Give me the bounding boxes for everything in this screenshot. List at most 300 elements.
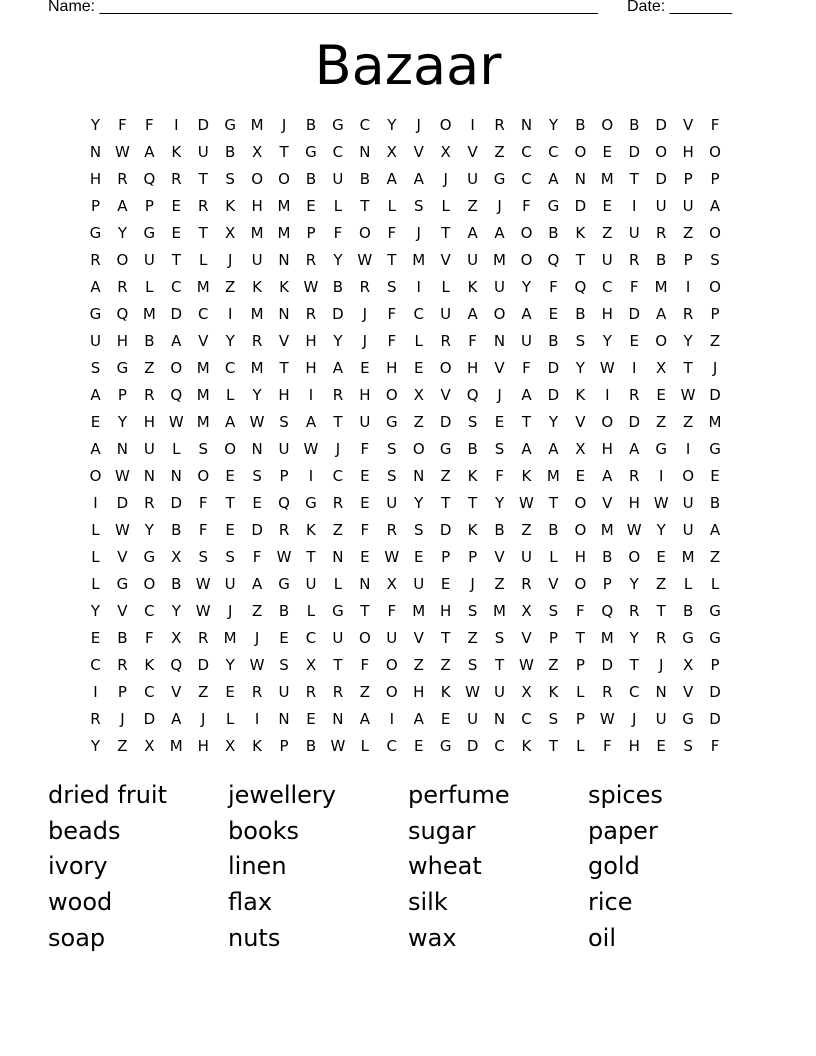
grid-letter[interactable]: O (116, 251, 129, 269)
grid-letter[interactable]: K (521, 737, 532, 755)
grid-letter[interactable]: J (632, 710, 637, 728)
grid-letter[interactable]: I (174, 116, 179, 134)
grid-letter[interactable]: L (549, 548, 558, 566)
grid-letter[interactable]: D (466, 737, 479, 755)
grid-letter[interactable]: E (306, 197, 316, 215)
grid-letter[interactable]: R (359, 278, 371, 296)
grid-letter[interactable]: C (144, 602, 155, 620)
grid-letter[interactable]: I (254, 710, 260, 728)
grid-letter[interactable]: F (387, 305, 397, 323)
grid-letter[interactable]: A (251, 575, 263, 593)
grid-letter[interactable]: O (520, 251, 533, 269)
grid-letter[interactable]: Y (494, 494, 505, 512)
grid-letter[interactable]: F (629, 278, 639, 296)
grid-letter[interactable]: R (655, 629, 667, 647)
grid-letter[interactable]: S (225, 170, 235, 188)
grid-letter[interactable]: R (90, 251, 101, 269)
grid-letter[interactable]: D (601, 656, 614, 674)
grid-letter[interactable]: G (278, 575, 290, 593)
grid-letter[interactable]: Y (656, 521, 666, 539)
grid-letter[interactable]: M (681, 548, 695, 566)
grid-letter[interactable]: C (521, 710, 532, 728)
grid-letter[interactable]: B (575, 116, 586, 134)
grid-letter[interactable]: O (601, 116, 614, 134)
grid-letter[interactable]: I (632, 359, 637, 377)
grid-letter[interactable]: R (90, 710, 101, 728)
grid-letter[interactable]: T (360, 197, 370, 215)
grid-letter[interactable]: E (440, 575, 451, 593)
grid-letter[interactable]: E (306, 710, 316, 728)
grid-letter[interactable]: I (308, 467, 314, 485)
grid-letter[interactable]: U (332, 170, 344, 188)
grid-letter[interactable]: R (629, 251, 640, 269)
grid-letter[interactable]: L (91, 521, 100, 539)
grid-letter[interactable]: F (549, 278, 558, 296)
grid-letter[interactable]: P (117, 386, 127, 404)
grid-letter[interactable]: Z (709, 332, 721, 350)
grid-letter[interactable]: A (548, 440, 559, 458)
grid-letter[interactable]: W (519, 494, 534, 512)
grid-letter[interactable]: G (89, 305, 102, 323)
grid-letter[interactable]: S (494, 629, 505, 647)
grid-letter[interactable]: C (171, 278, 182, 296)
grid-letter[interactable]: E (252, 494, 262, 512)
grid-letter[interactable]: C (359, 116, 371, 134)
grid-letter[interactable]: Z (467, 197, 478, 215)
grid-letter[interactable]: N (251, 440, 263, 458)
grid-letter[interactable]: B (359, 170, 370, 188)
grid-letter[interactable]: N (359, 575, 371, 593)
grid-letter[interactable]: B (305, 737, 317, 755)
grid-letter[interactable]: B (682, 602, 694, 620)
grid-letter[interactable]: E (360, 467, 370, 485)
grid-letter[interactable]: A (117, 197, 128, 215)
grid-letter[interactable]: Y (225, 656, 235, 674)
grid-letter[interactable]: O (170, 359, 183, 377)
grid-letter[interactable]: M (250, 116, 264, 134)
grid-letter[interactable]: X (251, 143, 263, 161)
grid-letter[interactable]: O (709, 143, 721, 161)
grid-letter[interactable]: D (655, 116, 667, 134)
grid-letter[interactable]: Q (170, 656, 183, 674)
grid-letter[interactable]: A (521, 386, 532, 404)
grid-letter[interactable]: P (710, 656, 720, 674)
grid-letter[interactable]: B (225, 143, 236, 161)
grid-letter[interactable]: U (143, 440, 155, 458)
grid-letter[interactable]: P (683, 170, 693, 188)
grid-letter[interactable]: O (143, 575, 156, 593)
grid-letter[interactable]: H (197, 737, 209, 755)
grid-letter[interactable]: R (144, 494, 155, 512)
grid-letter[interactable]: O (520, 224, 533, 242)
grid-letter[interactable]: O (89, 467, 102, 485)
grid-letter[interactable]: Y (333, 332, 343, 350)
grid-letter[interactable]: T (629, 170, 639, 188)
grid-letter[interactable]: D (143, 710, 156, 728)
grid-letter[interactable]: G (709, 440, 721, 458)
grid-letter[interactable]: C (548, 143, 559, 161)
grid-letter[interactable]: M (142, 305, 156, 323)
grid-letter[interactable]: F (360, 440, 370, 458)
grid-letter[interactable]: E (413, 359, 424, 377)
grid-letter[interactable]: W (599, 359, 615, 377)
grid-letter[interactable]: U (413, 575, 425, 593)
grid-letter[interactable]: M (600, 629, 614, 647)
grid-letter[interactable]: F (602, 737, 612, 755)
grid-letter[interactable]: H (628, 494, 640, 512)
grid-letter[interactable]: O (574, 575, 587, 593)
grid-letter[interactable]: A (90, 386, 101, 404)
grid-letter[interactable]: K (279, 278, 289, 296)
grid-letter[interactable]: U (494, 683, 506, 701)
grid-letter[interactable]: L (145, 278, 154, 296)
grid-letter[interactable]: V (440, 251, 451, 269)
grid-letter[interactable]: L (172, 440, 181, 458)
grid-letter[interactable]: W (114, 521, 130, 539)
grid-letter[interactable]: V (682, 116, 694, 134)
grid-letter[interactable]: T (333, 413, 343, 431)
grid-letter[interactable]: K (467, 467, 478, 485)
grid-letter[interactable]: N (493, 332, 506, 350)
grid-letter[interactable]: S (387, 467, 397, 485)
grid-letter[interactable]: S (198, 440, 208, 458)
grid-letter[interactable]: F (387, 602, 397, 620)
grid-letter[interactable]: O (385, 683, 398, 701)
grid-letter[interactable]: E (360, 494, 370, 512)
grid-letter[interactable]: W (465, 683, 481, 701)
grid-letter[interactable]: U (440, 305, 452, 323)
grid-letter[interactable]: U (305, 575, 317, 593)
grid-letter[interactable]: P (279, 467, 289, 485)
grid-letter[interactable]: T (171, 251, 181, 269)
grid-letter[interactable]: D (197, 656, 209, 674)
grid-letter[interactable]: O (709, 224, 721, 242)
grid-letter[interactable]: R (198, 629, 209, 647)
grid-letter[interactable]: H (89, 170, 102, 188)
grid-letter[interactable]: C (494, 737, 505, 755)
grid-letter[interactable]: H (574, 548, 586, 566)
grid-letter[interactable]: E (656, 737, 666, 755)
grid-letter[interactable]: C (602, 278, 613, 296)
grid-letter[interactable]: F (522, 197, 531, 215)
grid-letter[interactable]: I (685, 440, 691, 458)
grid-letter[interactable]: B (171, 521, 182, 539)
grid-letter[interactable]: A (548, 170, 559, 188)
grid-letter[interactable]: R (251, 683, 263, 701)
grid-letter[interactable]: W (276, 548, 292, 566)
grid-letter[interactable]: F (468, 332, 477, 350)
grid-letter[interactable]: G (332, 602, 344, 620)
grid-letter[interactable]: K (252, 737, 263, 755)
grid-letter[interactable]: W (168, 413, 184, 431)
grid-letter[interactable]: O (358, 224, 371, 242)
grid-letter[interactable]: H (601, 305, 613, 323)
grid-letter[interactable]: P (602, 575, 612, 593)
grid-letter[interactable]: R (386, 521, 397, 539)
grid-letter[interactable]: J (281, 116, 287, 134)
grid-letter[interactable]: M (654, 278, 668, 296)
grid-letter[interactable]: O (493, 305, 506, 323)
grid-letter[interactable]: U (520, 332, 532, 350)
grid-letter[interactable]: B (548, 521, 559, 539)
grid-letter[interactable]: X (225, 224, 236, 242)
grid-letter[interactable]: Y (683, 332, 693, 350)
grid-letter[interactable]: K (575, 386, 586, 404)
grid-letter[interactable]: X (575, 440, 586, 458)
grid-letter[interactable]: I (93, 683, 98, 701)
grid-letter[interactable]: S (548, 602, 559, 620)
grid-letter[interactable]: N (332, 548, 344, 566)
grid-letter[interactable]: I (658, 467, 664, 485)
grid-letter[interactable]: R (655, 224, 667, 242)
grid-letter[interactable]: E (494, 413, 505, 431)
grid-letter[interactable]: K (467, 278, 478, 296)
grid-letter[interactable]: W (384, 548, 400, 566)
grid-letter[interactable]: Y (90, 602, 101, 620)
grid-letter[interactable]: J (443, 170, 448, 188)
grid-letter[interactable]: B (629, 116, 640, 134)
grid-letter[interactable]: A (629, 440, 640, 458)
grid-letter[interactable]: U (682, 494, 694, 512)
grid-letter[interactable]: T (521, 413, 532, 431)
grid-letter[interactable]: B (494, 521, 505, 539)
grid-letter[interactable]: D (709, 710, 721, 728)
grid-letter[interactable]: W (114, 143, 130, 161)
grid-letter[interactable]: U (467, 710, 479, 728)
grid-letter[interactable]: A (359, 710, 370, 728)
grid-letter[interactable]: J (254, 629, 260, 647)
grid-letter[interactable]: U (197, 143, 209, 161)
grid-letter[interactable]: G (89, 224, 102, 242)
grid-letter[interactable]: N (170, 467, 182, 485)
grid-letter[interactable]: S (198, 548, 208, 566)
grid-letter[interactable]: U (386, 494, 398, 512)
grid-letter[interactable]: U (467, 251, 479, 269)
grid-letter[interactable]: M (493, 251, 506, 269)
grid-letter[interactable]: S (683, 737, 693, 755)
grid-letter[interactable]: J (497, 197, 502, 215)
grid-letter[interactable]: P (710, 170, 720, 188)
grid-letter[interactable]: R (602, 683, 613, 701)
grid-letter[interactable]: S (387, 278, 397, 296)
grid-letter[interactable]: I (470, 116, 475, 134)
grid-letter[interactable]: F (333, 224, 343, 242)
grid-letter[interactable]: Y (629, 629, 639, 647)
grid-letter[interactable]: R (494, 116, 505, 134)
grid-letter[interactable]: Y (252, 386, 262, 404)
grid-letter[interactable]: B (144, 332, 155, 350)
grid-letter[interactable]: B (305, 170, 317, 188)
grid-letter[interactable]: Z (656, 413, 667, 431)
grid-letter[interactable]: Y (629, 575, 639, 593)
grid-letter[interactable]: R (278, 521, 290, 539)
grid-letter[interactable]: V (440, 386, 451, 404)
grid-letter[interactable]: E (225, 521, 235, 539)
grid-letter[interactable]: X (144, 737, 155, 755)
grid-letter[interactable]: J (497, 386, 502, 404)
grid-letter[interactable]: A (90, 440, 101, 458)
grid-letter[interactable]: R (198, 197, 209, 215)
grid-letter[interactable]: Z (521, 521, 532, 539)
grid-letter[interactable]: R (629, 467, 640, 485)
grid-letter[interactable]: C (90, 656, 101, 674)
grid-letter[interactable]: F (118, 116, 127, 134)
grid-letter[interactable]: L (576, 737, 585, 755)
grid-letter[interactable]: F (360, 656, 370, 674)
grid-letter[interactable]: O (278, 170, 290, 188)
grid-letter[interactable]: U (332, 629, 344, 647)
grid-letter[interactable]: A (171, 710, 182, 728)
grid-letter[interactable]: O (574, 521, 587, 539)
grid-letter[interactable]: E (279, 629, 289, 647)
grid-letter[interactable]: R (171, 170, 182, 188)
grid-letter[interactable]: U (520, 548, 532, 566)
grid-letter[interactable]: N (116, 440, 129, 458)
grid-letter[interactable]: J (227, 602, 233, 620)
grid-letter[interactable]: N (413, 467, 425, 485)
grid-letter[interactable]: T (575, 251, 585, 269)
grid-letter[interactable]: E (360, 359, 370, 377)
grid-letter[interactable]: S (90, 359, 101, 377)
grid-letter[interactable]: Y (548, 116, 558, 134)
grid-letter[interactable]: O (385, 386, 398, 404)
grid-letter[interactable]: V (117, 602, 128, 620)
grid-letter[interactable]: D (439, 521, 452, 539)
grid-letter[interactable]: Z (440, 656, 451, 674)
grid-letter[interactable]: J (712, 359, 718, 377)
grid-letter[interactable]: Q (143, 170, 156, 188)
grid-letter[interactable]: T (548, 494, 558, 512)
grid-letter[interactable]: G (224, 116, 236, 134)
grid-letter[interactable]: X (656, 359, 667, 377)
grid-letter[interactable]: W (249, 656, 265, 674)
grid-letter[interactable]: A (521, 305, 532, 323)
grid-letter[interactable]: M (546, 467, 560, 485)
grid-letter[interactable]: H (466, 359, 479, 377)
grid-letter[interactable]: T (468, 494, 478, 512)
grid-letter[interactable]: F (576, 602, 585, 620)
grid-letter[interactable]: M (708, 413, 722, 431)
grid-letter[interactable]: Y (90, 116, 101, 134)
grid-letter[interactable]: C (305, 629, 317, 647)
grid-letter[interactable]: Q (466, 386, 479, 404)
grid-letter[interactable]: J (416, 224, 421, 242)
grid-letter[interactable]: O (197, 467, 210, 485)
grid-letter[interactable]: D (332, 305, 344, 323)
grid-letter[interactable]: G (143, 224, 156, 242)
grid-letter[interactable]: T (306, 548, 316, 566)
grid-letter[interactable]: D (170, 305, 183, 323)
grid-letter[interactable]: A (521, 440, 532, 458)
grid-letter[interactable]: D (628, 413, 640, 431)
grid-letter[interactable]: S (225, 548, 235, 566)
grid-letter[interactable]: B (467, 440, 478, 458)
grid-letter[interactable]: V (467, 143, 478, 161)
grid-letter[interactable]: G (547, 197, 560, 215)
grid-letter[interactable]: U (655, 710, 667, 728)
grid-letter[interactable]: R (251, 332, 263, 350)
grid-letter[interactable]: D (574, 197, 587, 215)
grid-letter[interactable]: G (116, 359, 129, 377)
grid-letter[interactable]: T (629, 656, 639, 674)
grid-letter[interactable]: J (362, 332, 368, 350)
grid-letter[interactable]: T (279, 359, 289, 377)
grid-letter[interactable]: Y (414, 494, 424, 512)
grid-letter[interactable]: H (116, 332, 129, 350)
grid-letter[interactable]: O (439, 116, 452, 134)
grid-letter[interactable]: S (279, 656, 289, 674)
grid-letter[interactable]: S (252, 467, 262, 485)
grid-letter[interactable]: R (521, 575, 532, 593)
grid-letter[interactable]: O (709, 278, 721, 296)
grid-letter[interactable]: M (600, 170, 614, 188)
grid-letter[interactable]: K (440, 683, 451, 701)
grid-letter[interactable]: B (548, 332, 559, 350)
grid-letter[interactable]: P (144, 197, 154, 215)
grid-letter[interactable]: E (575, 467, 586, 485)
grid-letter[interactable]: V (682, 683, 694, 701)
grid-letter[interactable]: Z (117, 737, 128, 755)
grid-letter[interactable]: C (521, 143, 532, 161)
grid-letter[interactable]: N (278, 251, 290, 269)
grid-letter[interactable]: V (171, 683, 182, 701)
grid-letter[interactable]: O (628, 548, 641, 566)
grid-letter[interactable]: M (250, 305, 264, 323)
grid-letter[interactable]: A (709, 197, 721, 215)
grid-letter[interactable]: R (682, 305, 694, 323)
grid-letter[interactable]: G (709, 602, 721, 620)
grid-letter[interactable]: B (575, 305, 586, 323)
grid-letter[interactable]: B (332, 278, 344, 296)
grid-letter[interactable]: C (386, 737, 398, 755)
grid-letter[interactable]: S (548, 710, 559, 728)
grid-letter[interactable]: Y (117, 413, 127, 431)
grid-letter[interactable]: Q (278, 494, 290, 512)
grid-letter[interactable]: Y (521, 278, 532, 296)
grid-letter[interactable]: G (143, 548, 156, 566)
grid-letter[interactable]: M (250, 224, 264, 242)
grid-letter[interactable]: X (305, 656, 317, 674)
grid-letter[interactable]: C (224, 359, 236, 377)
grid-letter[interactable]: J (470, 575, 475, 593)
grid-letter[interactable]: W (357, 251, 373, 269)
grid-letter[interactable]: W (249, 413, 265, 431)
grid-letter[interactable]: R (629, 602, 640, 620)
grid-letter[interactable]: E (360, 548, 370, 566)
grid-letter[interactable]: V (413, 629, 424, 647)
grid-letter[interactable]: U (224, 575, 236, 593)
grid-letter[interactable]: B (171, 575, 182, 593)
grid-letter[interactable]: I (605, 386, 610, 404)
grid-letter[interactable]: U (682, 521, 694, 539)
grid-letter[interactable]: R (440, 332, 451, 350)
grid-letter[interactable]: X (682, 656, 694, 674)
grid-letter[interactable]: Y (548, 413, 558, 431)
grid-letter[interactable]: E (629, 332, 639, 350)
grid-letter[interactable]: Z (332, 521, 344, 539)
grid-letter[interactable]: W (114, 467, 130, 485)
grid-letter[interactable]: G (332, 116, 344, 134)
grid-letter[interactable]: M (169, 737, 183, 755)
grid-letter[interactable]: X (440, 143, 451, 161)
grid-letter[interactable]: H (143, 413, 155, 431)
grid-letter[interactable]: M (196, 413, 210, 431)
grid-letter[interactable]: J (201, 710, 206, 728)
grid-letter[interactable]: Y (225, 332, 235, 350)
grid-letter[interactable]: N (359, 143, 371, 161)
grid-letter[interactable]: A (656, 305, 667, 323)
grid-letter[interactable]: G (439, 737, 452, 755)
